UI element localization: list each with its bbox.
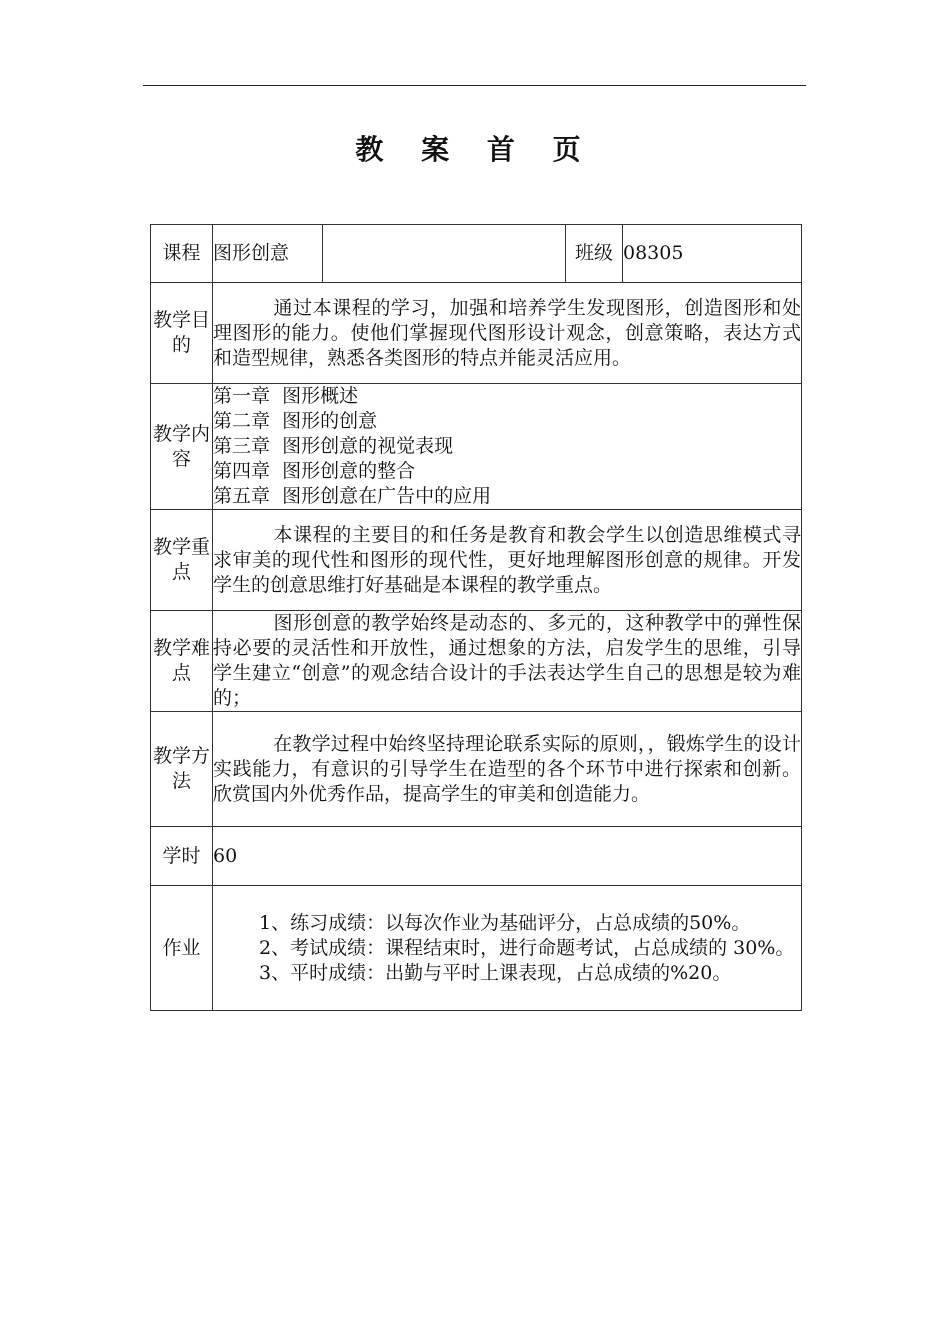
homework-list (213, 886, 802, 1011)
chapter-item: 第二章 图形的创意 (213, 410, 378, 432)
hours-label: 学时 (151, 827, 213, 886)
homework-item (213, 911, 801, 936)
method-text (213, 712, 802, 827)
lesson-plan-table (150, 224, 802, 1011)
purpose-paragraph: 通过本课程的学习，加强和培养学生发现图形，创造图形和处理图形的能力。使他们掌握现代图形设计观念，创意策略，表达方式和造型规律，熟悉各类图形的特点并能灵活应用。 (213, 296, 801, 369)
difficulty-text (213, 611, 802, 712)
focus-paragraph: 本课程的主要目的和任务是教育和教会学生以创造思维模式寻求审美的现代性和图形的现代性，更好地理解图形创意的规律。开发学生的创意思维打好基础是本课程的教学重点。 (213, 523, 801, 596)
homework-label: 作业 (151, 886, 213, 1011)
method-label: 教学方法 (151, 712, 213, 827)
homework-item-text: 3、平时成绩：出勤与平时上课表现，占总成绩的%20。 (259, 961, 732, 984)
focus-row (151, 510, 802, 611)
homework-item-text: 2、考试成绩：课程结束时，进行命题考试，占总成绩的 30%。 (259, 936, 795, 959)
difficulty-paragraph: 图形创意的教学始终是动态的、多元的，这种教学中的弹性保持必要的灵活性和开放性，通过想象的方法，启发学生的思维，引导学生建立“创意”的观念结合设计的手法表达学生自己的思想是较为难的； (213, 612, 801, 709)
class-value: 08305 (623, 225, 802, 283)
difficulty-row (151, 611, 802, 712)
homework-row (151, 886, 802, 1011)
course-label: 课程 (151, 225, 213, 283)
page-title: 教 案 首 页 (355, 133, 595, 166)
class-label: 班级 (566, 225, 623, 283)
chapter-item: 第五章 图形创意在广告中的应用 (213, 485, 492, 507)
homework-item-text: 1、练习成绩：以每次作业为基础评分，占总成绩的50%。 (259, 911, 751, 934)
chapter-item: 第一章 图形概述 (213, 385, 359, 407)
difficulty-label: 教学难点 (151, 611, 213, 712)
purpose-text (213, 283, 802, 384)
method-row (151, 712, 802, 827)
purpose-label: 教学目的 (151, 283, 213, 384)
content-label: 教学内容 (151, 384, 213, 510)
focus-label: 教学重点 (151, 510, 213, 611)
hours-value: 60 (213, 827, 802, 886)
chapter-item: 第四章 图形创意的整合 (213, 460, 416, 482)
content-row (151, 384, 802, 510)
homework-item (213, 936, 801, 961)
content-list (213, 384, 802, 510)
course-row (151, 225, 802, 283)
focus-text (213, 510, 802, 611)
purpose-row (151, 283, 802, 384)
course-empty-cell (323, 225, 566, 283)
course-value: 图形创意 (213, 225, 323, 283)
header-rule (143, 85, 806, 86)
method-paragraph: 在教学过程中始终坚持理论联系实际的原则，，锻炼学生的设计实践能力，有意识的引导学生在造型的各个环节中进行探索和创新。欣赏国内外优秀作品，提高学生的审美和创造能力。 (213, 732, 801, 805)
chapter-item: 第三章 图形创意的视觉表现 (213, 435, 454, 457)
homework-item (213, 961, 801, 986)
hours-row (151, 827, 802, 886)
